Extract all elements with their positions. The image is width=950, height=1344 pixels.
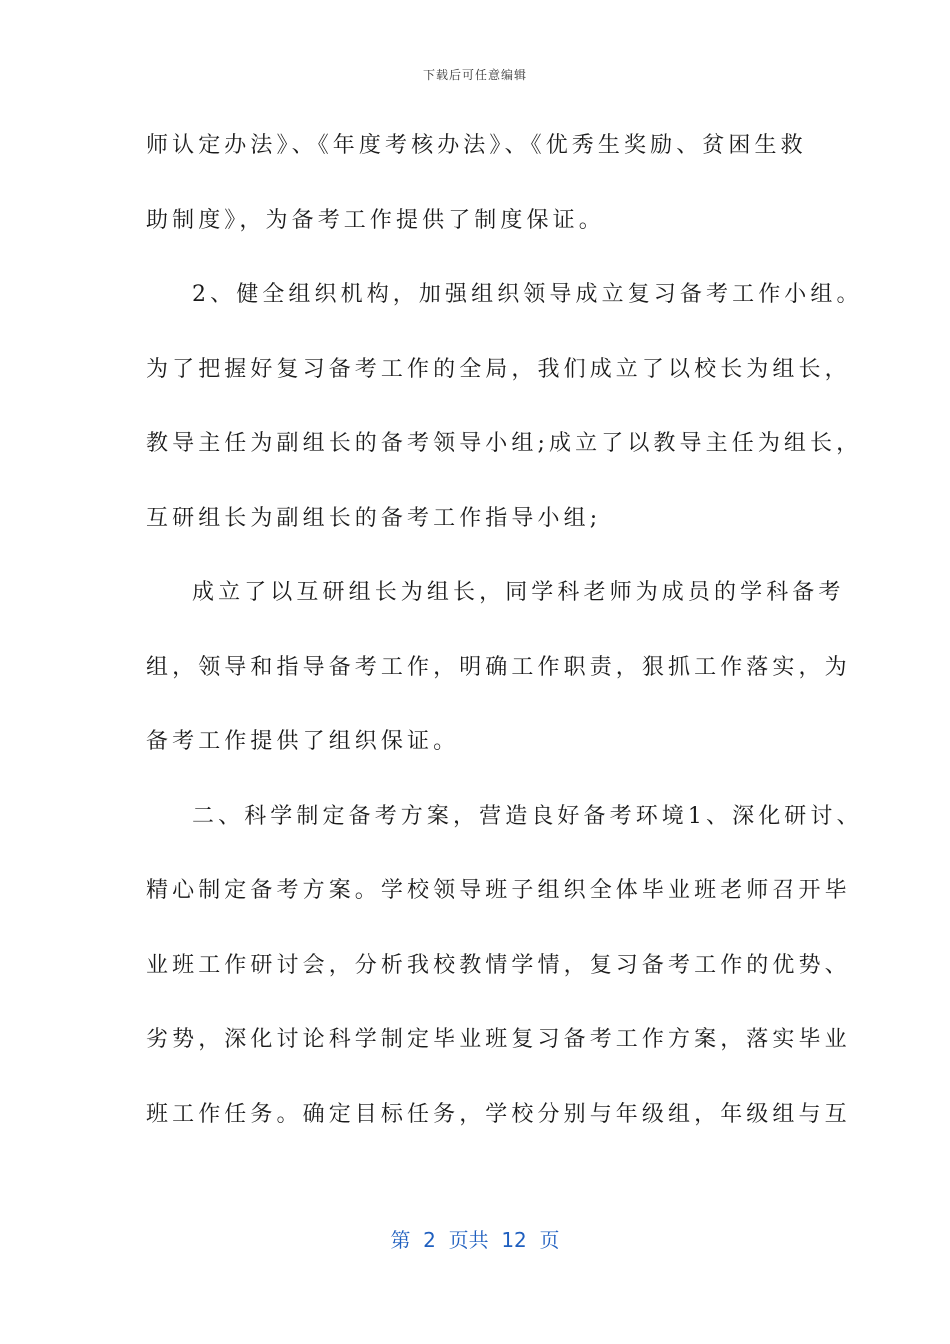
paragraph-first-line: 2、健全组织机构，加强组织领导成立复习备考工作小组。 [192, 282, 863, 307]
text-line: 助制度》，为备考工作提供了制度保证。 [146, 207, 605, 233]
paragraph-first-line: 成立了以互研组长为组长，同学科老师为成员的学科备考 [192, 580, 845, 605]
text-line: 业班工作研讨会，分析我校教情学情，复习备考工作的优势、 [146, 952, 851, 978]
text-line: 劣势，深化讨论科学制定毕业班复习备考工作方案，落实毕业 [146, 1027, 851, 1052]
text-line: 师认定办法》、《年度考核办法》、《优秀生奖励、贫困生救 [146, 133, 807, 158]
paragraph-first-line: 二、科学制定备考方案，营造良好备考环境1、深化研讨、 [192, 803, 863, 829]
page-number-footer: 第 2 页共 12 页 [390, 1228, 560, 1252]
text-line: 备考工作提供了组织保证。 [146, 729, 460, 754]
text-line: 组，领导和指导备考工作，明确工作职责，狠抓工作落实，为 [146, 654, 851, 680]
text-line: 教导主任为副组长的备考领导小组;成立了以教导主任为组长， [146, 431, 863, 456]
document-body [146, 118, 863, 1161]
text-line: 班工作任务。确定目标任务，学校分别与年级组，年级组与互 [146, 1101, 851, 1127]
page-header-note: 下载后可任意编辑 [422, 68, 527, 82]
text-line: 精心制定备考方案。学校领导班子组织全体毕业班老师召开毕 [146, 878, 851, 903]
text-line: 为了把握好复习备考工作的全局，我们成立了以校长为组长， [146, 356, 851, 382]
text-line: 互研组长为副组长的备考工作指导小组; [146, 505, 602, 531]
